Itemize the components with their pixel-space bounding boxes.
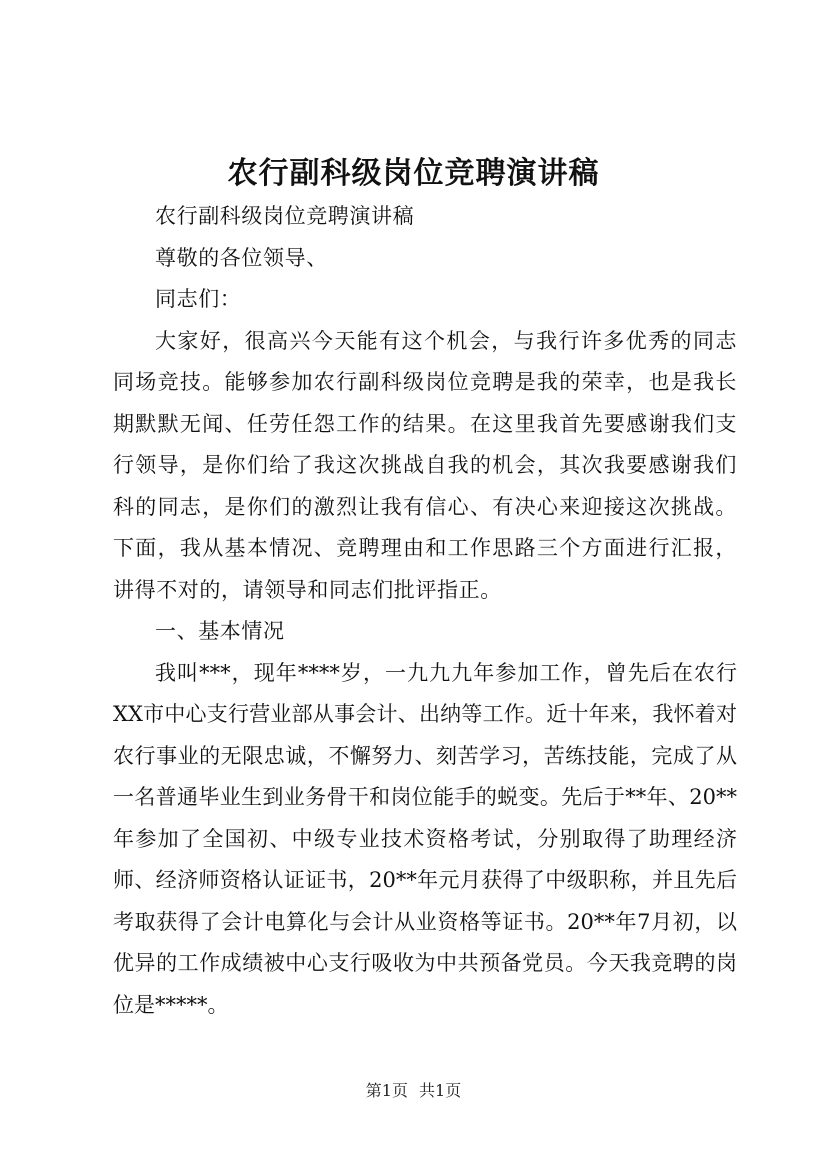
page-footer — [0, 1078, 827, 1101]
body-paragraph-intro: 大家好，很高兴今天能有这个机会，与我行许多优秀的同志同场竞技。能够参加农行副科级岗位竞聘是我的荣幸，也是我长期默默无闻、任劳任怨工作的结果。在这里我首先要感谢我们支行领导，是你们给了我这次挑战自我的机会，其次我要感谢我们科的同志，是你们的激烈让我有信心、有决心来迎接这次挑战。下面，我从基本情况、竞聘理由和工作思路三个方面进行汇报，讲得不对的，请领导和同志们批评指正。 — [113, 328, 737, 602]
body-paragraph-subtitle: 农行副科级岗位竞聘演讲稿 — [155, 204, 415, 228]
document-body — [113, 196, 737, 1026]
page-total: 共1页 — [419, 1081, 462, 1100]
body-paragraph-basic-info: 我叫***，现年****岁，一九九九年参加工作，曾先后在农行XX市中心支行营业部从事会计、出纳等工作。近十年来，我怀着对农行事业的无限忠诚，不懈努力、刻苦学习，苦练技能，完成了从一名普通毕业生到业务骨干和岗位能手的蜕变。先后于**年、20**年参加了全国初、中级专业技术资格考试，分别取得了助理经济师、经济师资格认证证书，20**年元月获得了中级职称，并且先后考取获得了会计电算化与会计从业资格等证书。20**年7月初，以优异的工作成绩被中心支行吸收为中共预备党员。今天我竞聘的岗位是*****。 — [113, 660, 737, 1017]
page-number: 第1页 — [365, 1081, 408, 1100]
body-paragraph-salutation: 尊敬的各位领导、 — [155, 245, 328, 270]
body-paragraph-section-heading: 一、基本情况 — [155, 619, 285, 643]
body-paragraph-salutation-2: 同志们： — [155, 287, 242, 311]
document-title: 农行副科级岗位竞聘演讲稿 — [227, 156, 600, 191]
